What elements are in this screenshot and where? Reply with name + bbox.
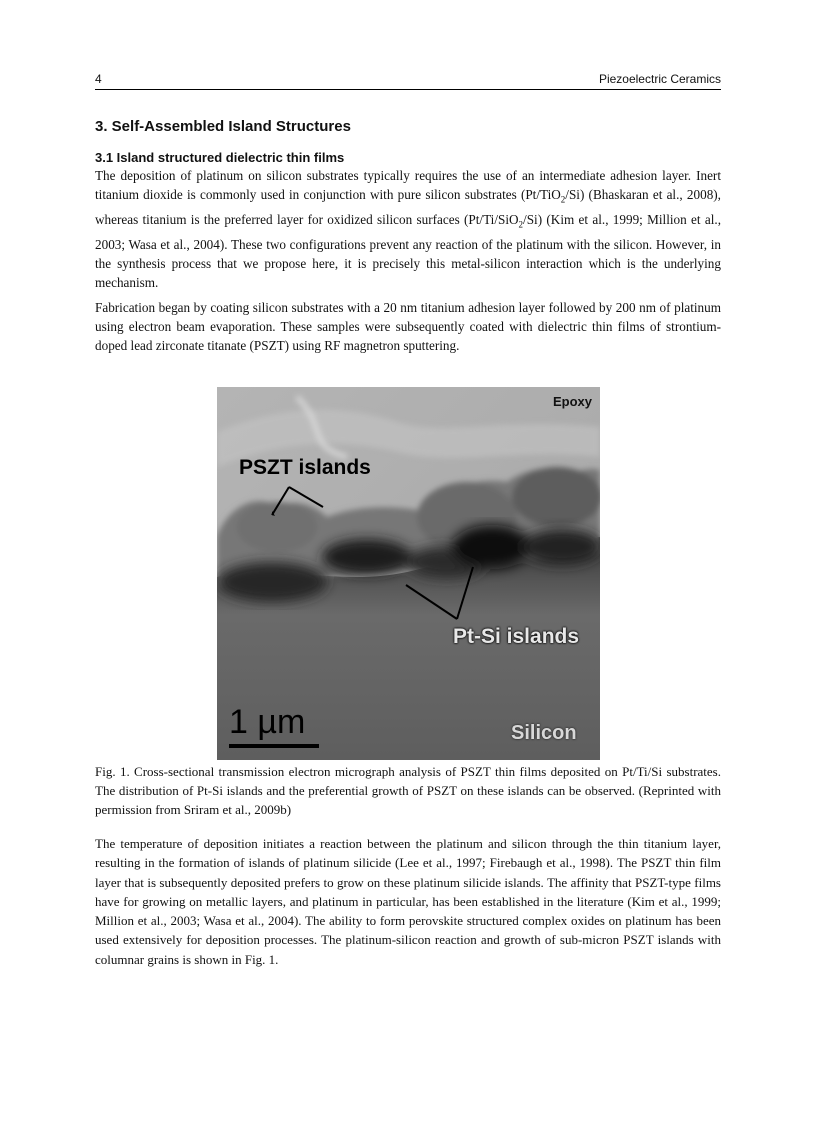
label-epoxy: Epoxy xyxy=(552,394,592,409)
subsection-title: 3.1 Island structured dielectric thin films xyxy=(95,150,345,165)
subscript-sio2: 2 xyxy=(518,219,524,230)
label-ptsi-islands: Pt-Si islands xyxy=(453,625,580,648)
label-scale: 1 µm xyxy=(229,703,306,741)
paragraph-1-part-b: /Si) (Bhaskaran et al., 2008), whereas titanium is the preferred layer for oxidized silicon surfaces (Pt/Ti/SiO xyxy=(95,187,721,228)
page-header xyxy=(95,72,721,90)
label-pszt-islands: PSZT islands xyxy=(239,456,371,479)
paragraph-3: The temperature of deposition initiates a reaction between the platinum and silicon through the thin titanium layer, resulting in the formation of islands of platinum silicide (Lee et al., 1997; Firebaugh et al., 1998). The PSZT thin film layer that is subsequently deposited prefers to grow on these platinum silicide islands. The affinity that PSZT-type films have for growing on metallic layers, and platinum in particular, has been established in the literature (Kim et al., 1999; Million et al., 2003; Wasa et al., 2004). The ability to form perovskite structured complex oxides on platinum has been used extensively for deposition processes. The platinum-silicon reaction and growth of sub-micron PSZT islands with columnar grains is shown in Fig. 1. xyxy=(95,836,721,967)
paragraph-1-part-a: The deposition of platinum on silicon substrates typically requires the use of an intermediate adhesion layer. Inert titanium dioxide is commonly used in conjunction with pure silicon substrates (Pt/TiO xyxy=(95,168,721,203)
figure-caption: Fig. 1. Cross-sectional transmission electron micrograph analysis of PSZT thin films deposited on Pt/Ti/Si substrates. The distribution of Pt-Si islands and the preferential growth of PSZT on these islands can be observed. (Reprinted with permission from Sriram et al., 2009b) xyxy=(95,764,721,817)
running-title: Piezoelectric Ceramics xyxy=(598,72,721,86)
paragraph-2: Fabrication began by coating silicon substrates with a 20 nm titanium adhesion layer followed by 200 nm of platinum using electron beam evaporation. These samples were subsequently coated with dielectric thin films of strontium-doped lead zirconate titanate (PSZT) using RF magnetron sputtering. xyxy=(95,300,721,354)
paragraph-1 xyxy=(95,166,721,293)
subscript-tio2: 2 xyxy=(560,194,566,205)
scale-bar xyxy=(229,744,319,748)
tem-micrograph xyxy=(217,387,600,760)
label-silicon: Silicon xyxy=(511,722,577,744)
section-title: 3. Self-Assembled Island Structures xyxy=(95,118,351,135)
page-number: 4 xyxy=(95,72,102,86)
paragraph-1-part-c: /Si) (Kim et al., 1999; Million et al., 2003; Wasa et al., 2004). These two configurations prevent any reaction of the platinum with the silicon. However, in the synthesis process that we propose here, it is precisely this metal-silicon interaction which is the underlying mechanism. xyxy=(95,212,721,291)
